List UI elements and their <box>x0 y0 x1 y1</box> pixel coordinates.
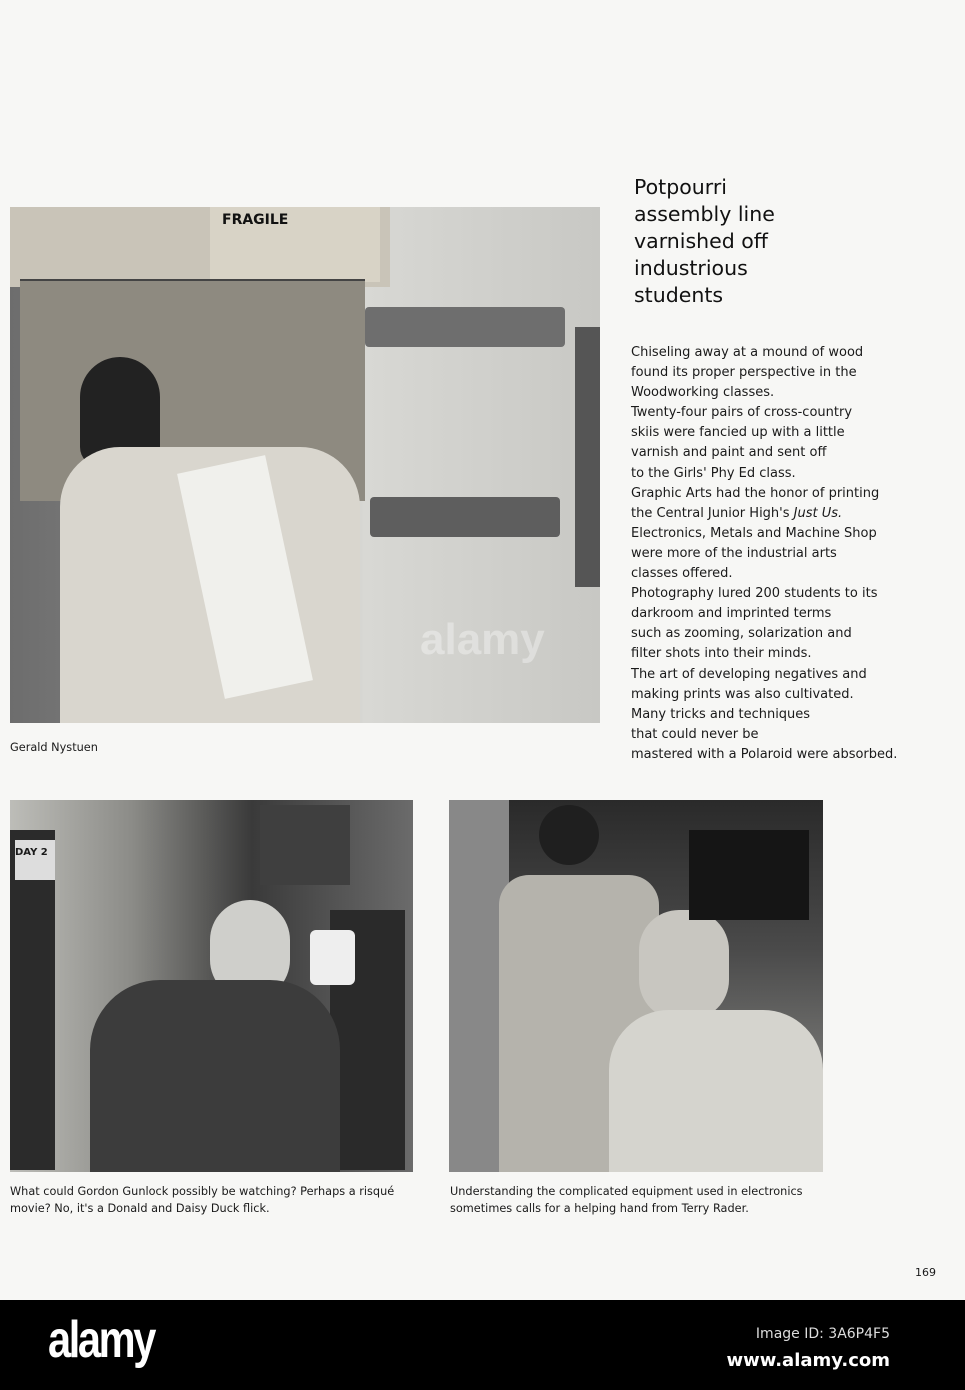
caption-bottom-left: What could Gordon Gunlock possibly be watching? Perhaps a risqué movie? No, it's a Donald and Daisy Duck flick. <box>10 1185 395 1215</box>
article-body: Chiseling away at a mound of wood found its proper perspective in the Woodworking classes. Twenty-four pairs of cross-country skiis were fancied up with a little varnish and paint and sent off to the Girls' Phy Ed class. Graphic Arts had the honor of printing the Central Junior High's Just Us. Electronics, Metals and Machine Shop were more of the industrial arts classes offered. Photography lured 200 students to its darkroom and imprinted terms such as zooming, solarization and filter shots into their minds. The art of developing negatives and making prints was also cultivated. Many tricks and techniques that could never be mastered with a Polaroid were absorbed. <box>631 345 898 762</box>
fragile-label: FRAGILE <box>222 212 289 228</box>
caption-bottom-right: Understanding the complicated equipment used in electronics sometimes calls for a helping hand from Terry Rader. <box>450 1185 803 1215</box>
page-number: 169 <box>915 1266 936 1279</box>
photo-electronics-class <box>449 800 823 1172</box>
title-line: students <box>634 283 724 307</box>
title-line: varnished off <box>634 229 768 253</box>
alamy-watermark: alamy <box>420 615 545 664</box>
photo-gordon-gunlock <box>10 800 413 1172</box>
site-link[interactable]: www.alamy.com <box>726 1350 890 1371</box>
alamy-footer <box>0 1300 965 1390</box>
day-sign-text: DAY 2 <box>15 847 48 858</box>
caption-top-photo: Gerald Nystuen <box>10 741 98 754</box>
alamy-logo: alamy <box>48 1311 154 1369</box>
day-sign <box>15 840 55 880</box>
title-line: Potpourri <box>634 175 727 199</box>
article-title <box>634 174 775 309</box>
title-line: industrious <box>634 256 748 280</box>
image-id: Image ID: 3A6P4F5 <box>755 1326 890 1342</box>
fragile-box <box>210 207 380 282</box>
title-line: assembly line <box>634 202 775 226</box>
